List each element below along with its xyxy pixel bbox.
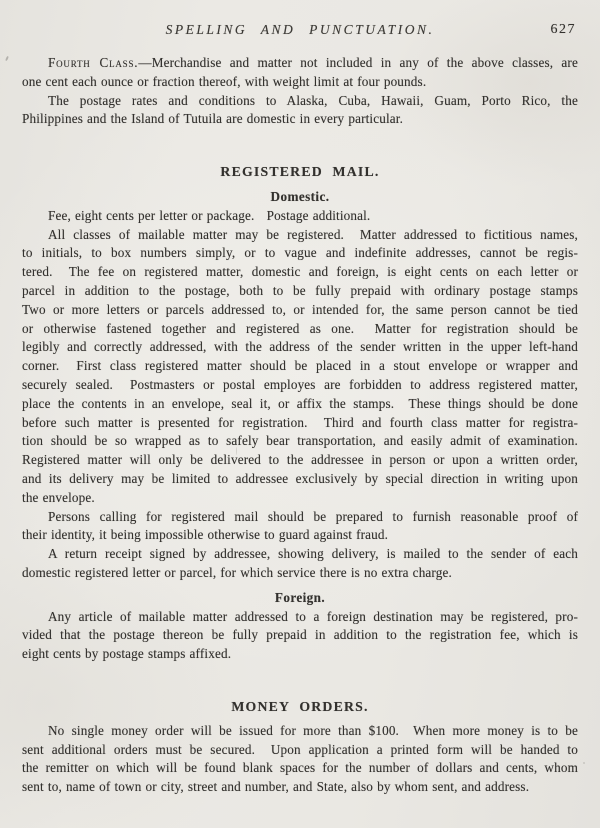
text-line: the remitter on which will be found blank spaces for the number of dollars and cents, whom	[22, 760, 578, 776]
text-line: their identity, it being impossible otherwise to guard against fraud.	[22, 527, 389, 543]
section-subheading: Domestic.	[270, 188, 330, 204]
text-line: tion should be so wrapped as to safely bear transportation, and easily admit of examination.	[22, 433, 578, 449]
paragraph	[22, 54, 578, 92]
text-line: Fee, eight cents per letter or package. Postage additional.	[48, 207, 371, 223]
text-line: to initials, to box numbers simply, or to vague and indefinite addresses, cannot be regis-	[22, 245, 578, 261]
section-subheading: Foreign.	[274, 589, 326, 605]
text-line: A return receipt signed by addressee, showing delivery, is mailed to the sender of each	[48, 546, 578, 562]
text-line: No single money order will be issued for more than $100. When more money is to be	[48, 722, 578, 738]
text-line: securely sealed. Postmasters or postal employes are forbidden to address registered matter,	[22, 376, 578, 392]
paragraph	[22, 545, 578, 583]
text-line: eight cents by postage stamps affixed.	[22, 646, 232, 662]
text-line: Persons calling for registered mail should be prepared to furnish reasonable proof of	[48, 508, 578, 524]
text-line: the envelope.	[22, 489, 95, 505]
text-line: vided that the postage thereon be fully prepaid in addition to the registration fee, which is	[22, 627, 578, 643]
paragraph	[22, 92, 578, 130]
text-line: domestic registered letter or parcel, for which service there is no extra charge.	[22, 564, 452, 580]
text-line: Philippines and the Island of Tutuila are domestic in every particular.	[22, 111, 404, 127]
section-heading: MONEY ORDERS.	[231, 698, 369, 714]
scan-artifact	[583, 762, 585, 764]
text-line: sent additional orders must be secured. Upon application a printed form will be handed to	[22, 741, 578, 757]
text-line: Any article of mailable matter addressed to a foreign destination may be registered, pro-	[48, 608, 578, 624]
paragraph	[22, 608, 578, 664]
text-line: The postage rates and conditions to Alaska, Cuba, Hawaii, Guam, Porto Rico, the	[48, 92, 578, 108]
paragraph	[22, 207, 578, 226]
text-line: parcel in addition to the postage, both to be fully prepaid with ordinary postage stamps	[22, 282, 578, 298]
text-line: before such matter is presented for registration. Third and fourth class matter for registra-	[22, 414, 578, 430]
text-line: one cent each ounce or fraction thereof, with weight limit at four pounds.	[22, 73, 427, 89]
text-line: place the contents in an envelope, seal it, or affix the stamps. These things should be done	[22, 395, 578, 411]
paragraph	[22, 508, 578, 546]
paragraph	[22, 226, 578, 508]
scan-artifact	[514, 437, 516, 439]
text-line: or otherwise fastened together and registered as one. Matter for registration should be	[22, 320, 578, 336]
text-line: tered. The fee on registered matter, domestic and foreign, is eight cents on each letter or	[22, 264, 578, 280]
text-line: Two or more letters or parcels addressed to, or intended for, the same person cannot be tied	[22, 301, 578, 317]
scan-artifact	[236, 447, 237, 455]
text-body	[0, 54, 600, 797]
page-header	[0, 0, 600, 42]
text-line: corner. First class registered matter should be placed in a stout envelope or wrapper and	[22, 358, 578, 374]
paragraph	[22, 722, 578, 797]
text-line: Registered matter will only be delivered to the addressee in person or upon a written order,	[22, 452, 578, 468]
text-line: sent to, name of town or city, street and number, and State, also by whom sent, and address.	[22, 779, 530, 795]
running-head-title: SPELLING AND PUNCTUATION.	[165, 22, 435, 37]
text-line: and its delivery may be limited to addressee exclusively by special direction in writing upon	[22, 470, 578, 486]
section-heading: REGISTERED MAIL.	[220, 164, 380, 180]
text-line: All classes of mailable matter may be registered. Matter addressed to fictitious names,	[48, 226, 578, 242]
smallcaps-lead: Fourth Class.	[48, 55, 139, 70]
text-line: Fourth Class.—Merchandise and matter not included in any of the above classes, are	[48, 55, 578, 70]
page-number: 627	[550, 22, 576, 37]
text-line: legibly and correctly addressed, with the address of the sender written in the upper left-hand	[22, 339, 578, 355]
